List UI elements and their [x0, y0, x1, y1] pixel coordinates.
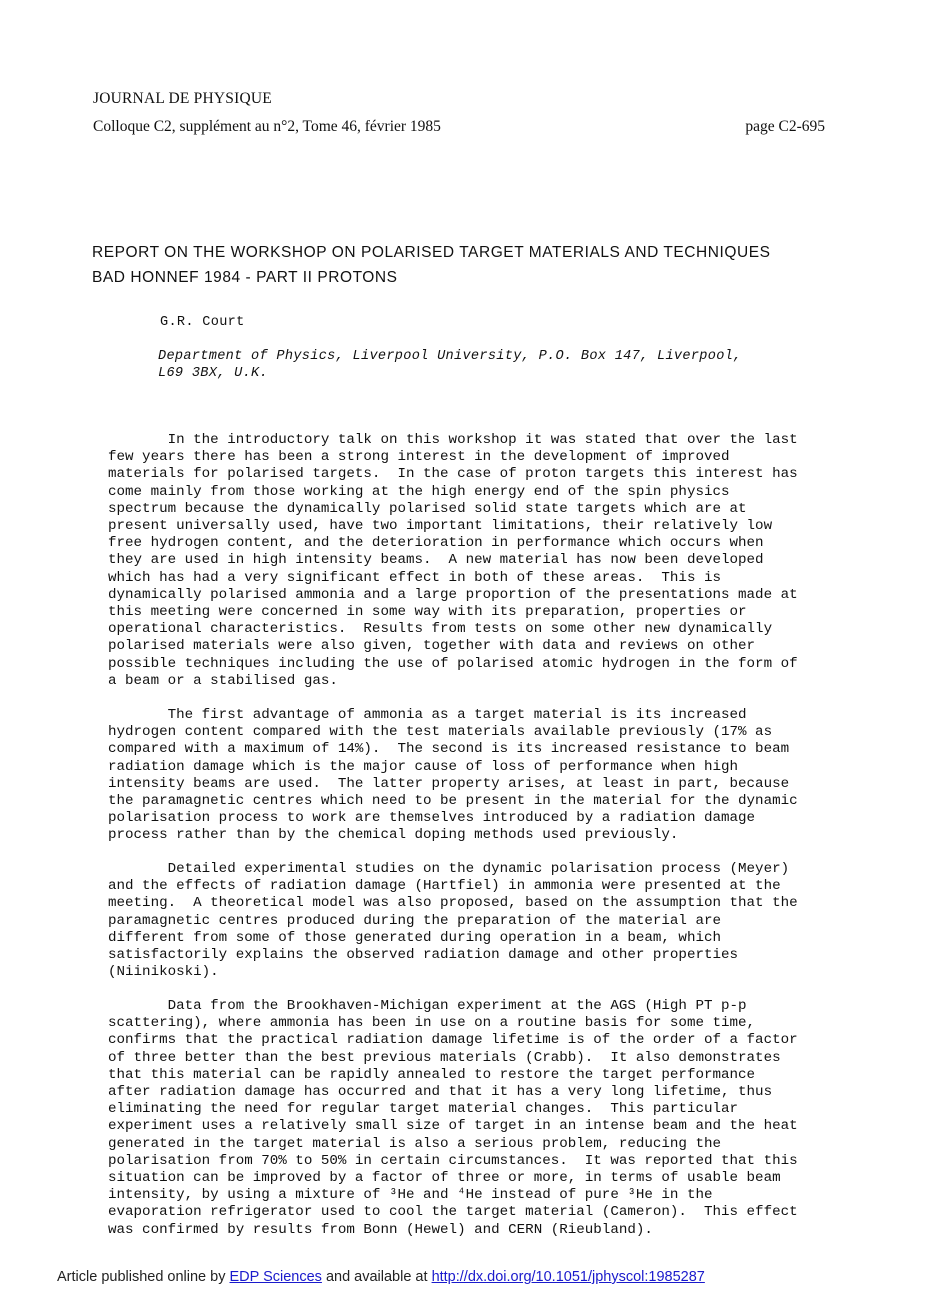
paragraph-line: they are used in high intensity beams. A new material has now been developed [108, 552, 764, 569]
title-line: BAD HONNEF 1984 - PART II PROTONS [92, 269, 398, 286]
paragraph-line: which has had a very significant effect in both of these areas. This is [108, 569, 721, 586]
body-paragraph [108, 432, 838, 690]
author: G.R. Court [160, 315, 245, 330]
paragraph-line: (Niinikoski). [108, 964, 219, 981]
affiliation-line: Department of Physics, Liverpool University, P.O. Box 147, Liverpool, [158, 349, 742, 364]
page-number: page C2-695 [745, 118, 825, 135]
paragraph-line: spectrum because the dynamically polarised solid state targets which are at [108, 500, 747, 517]
paragraph-line: compared with a maximum of 14%). The second is its increased resistance to beam [108, 741, 790, 758]
paragraph-line: and the effects of radiation damage (Hartfiel) in ammonia were presented at the [108, 878, 781, 895]
paragraph-line: after radiation damage has occurred and that it has a very long lifetime, thus [108, 1084, 773, 1101]
paper-title [92, 240, 771, 290]
paragraph-line: dynamically polarised ammonia and a large proportion of the presentations made at [108, 586, 798, 603]
paragraph-line: different from some of those generated during operation in a beam, which [108, 929, 721, 946]
paragraph-line: materials for polarised targets. In the case of proton targets this interest has [108, 466, 798, 483]
paragraph-line: satisfactorily explains the observed radiation damage and other properties [108, 947, 739, 964]
paragraph-line: few years there has been a strong interest in the development of improved [108, 449, 730, 466]
paragraph-line: Data from the Brookhaven-Michigan experiment at the AGS (High PT p-p [108, 998, 747, 1014]
publication-footer [57, 1269, 705, 1285]
paragraph-line: free hydrogen content, and the deterioration in performance which occurs when [108, 535, 764, 552]
paragraph-line: this meeting were concerned in some way with its preparation, properties or [108, 604, 747, 621]
body-paragraph [108, 707, 838, 845]
affiliation [158, 348, 742, 382]
footer-middle: and available at [321, 1269, 432, 1285]
paragraph-line: In the introductory talk on this workshop it was stated that over the last [108, 432, 798, 448]
paragraph-line: operational characteristics. Results from tests on some other new dynamically [108, 621, 773, 638]
paragraph-line: intensity, by using a mixture of ³He and ⁴He instead of pure ³He in the [108, 1187, 713, 1204]
paragraph-line: paramagnetic centres produced during the preparation of the material are [108, 912, 721, 929]
paragraph-line: polarisation from 70% to 50% in certain circumstances. It was reported that this [108, 1152, 798, 1169]
paragraph-line: evaporation refrigerator used to cool the target material (Cameron). This effect [108, 1204, 798, 1221]
colloque-info: Colloque C2, supplément au n°2, Tome 46, février 1985 [93, 118, 441, 135]
paragraph-line: polarisation process to work are themselves introduced by a radiation damage [108, 810, 756, 827]
paragraph-line: situation can be improved by a factor of three or more, in terms of usable beam [108, 1170, 781, 1187]
paragraph-line: generated in the target material is also a serious problem, reducing the [108, 1135, 721, 1152]
paragraph-line: was confirmed by results from Bonn (Hewel) and CERN (Rieubland). [108, 1221, 653, 1238]
paragraph-line: hydrogen content compared with the test materials available previously (17% as [108, 724, 773, 741]
footer-prefix: Article published online by [57, 1269, 230, 1285]
paragraph-line: come mainly from those working at the high energy end of the spin physics [108, 483, 730, 500]
paragraph-line: experiment uses a relatively small size of target in an intense beam and the heat [108, 1118, 798, 1135]
paragraph-line: radiation damage which is the major cause of loss of performance when high [108, 758, 739, 775]
paragraph-line: eliminating the need for regular target material changes. This particular [108, 1101, 739, 1118]
paragraph-line: of three better than the best previous materials (Crabb). It also demonstrates [108, 1049, 781, 1066]
doi-link[interactable]: http://dx.doi.org/10.1051/jphyscol:1985287 [431, 1269, 705, 1285]
paragraph-line: possible techniques including the use of polarised atomic hydrogen in the form of [108, 655, 798, 672]
paragraph-line: Detailed experimental studies on the dynamic polarisation process (Meyer) [108, 861, 790, 877]
body-paragraph [108, 861, 838, 981]
paragraph-line: that this material can be rapidly annealed to restore the target performance [108, 1066, 756, 1083]
paragraph-line: polarised materials were also given, together with data and reviews on other [108, 638, 756, 655]
paragraph-line: the paramagnetic centres which need to be present in the material for the dynamic [108, 793, 798, 810]
affiliation-line: L69 3BX, U.K. [158, 366, 268, 381]
paragraph-line: process rather than by the chemical doping methods used previously. [108, 827, 679, 844]
paragraph-line: intensity beams are used. The latter property arises, at least in part, because [108, 775, 790, 792]
body-paragraph [108, 998, 838, 1239]
paragraph-line: confirms that the practical radiation damage lifetime is of the order of a factor [108, 1032, 798, 1049]
paragraph-line: a beam or a stabilised gas. [108, 672, 338, 689]
paragraph-line: scattering), where ammonia has been in use on a routine basis for some time, [108, 1015, 756, 1032]
title-line: REPORT ON THE WORKSHOP ON POLARISED TARGET MATERIALS AND TECHNIQUES [92, 244, 771, 261]
paragraph-line: The first advantage of ammonia as a target material is its increased [108, 707, 747, 723]
publisher-link[interactable]: EDP Sciences [229, 1269, 322, 1285]
paragraph-line: meeting. A theoretical model was also proposed, based on the assumption that the [108, 895, 798, 912]
journal-name: JOURNAL DE PHYSIQUE [93, 90, 272, 107]
paragraph-line: present universally used, have two important limitations, their relatively low [108, 518, 773, 535]
